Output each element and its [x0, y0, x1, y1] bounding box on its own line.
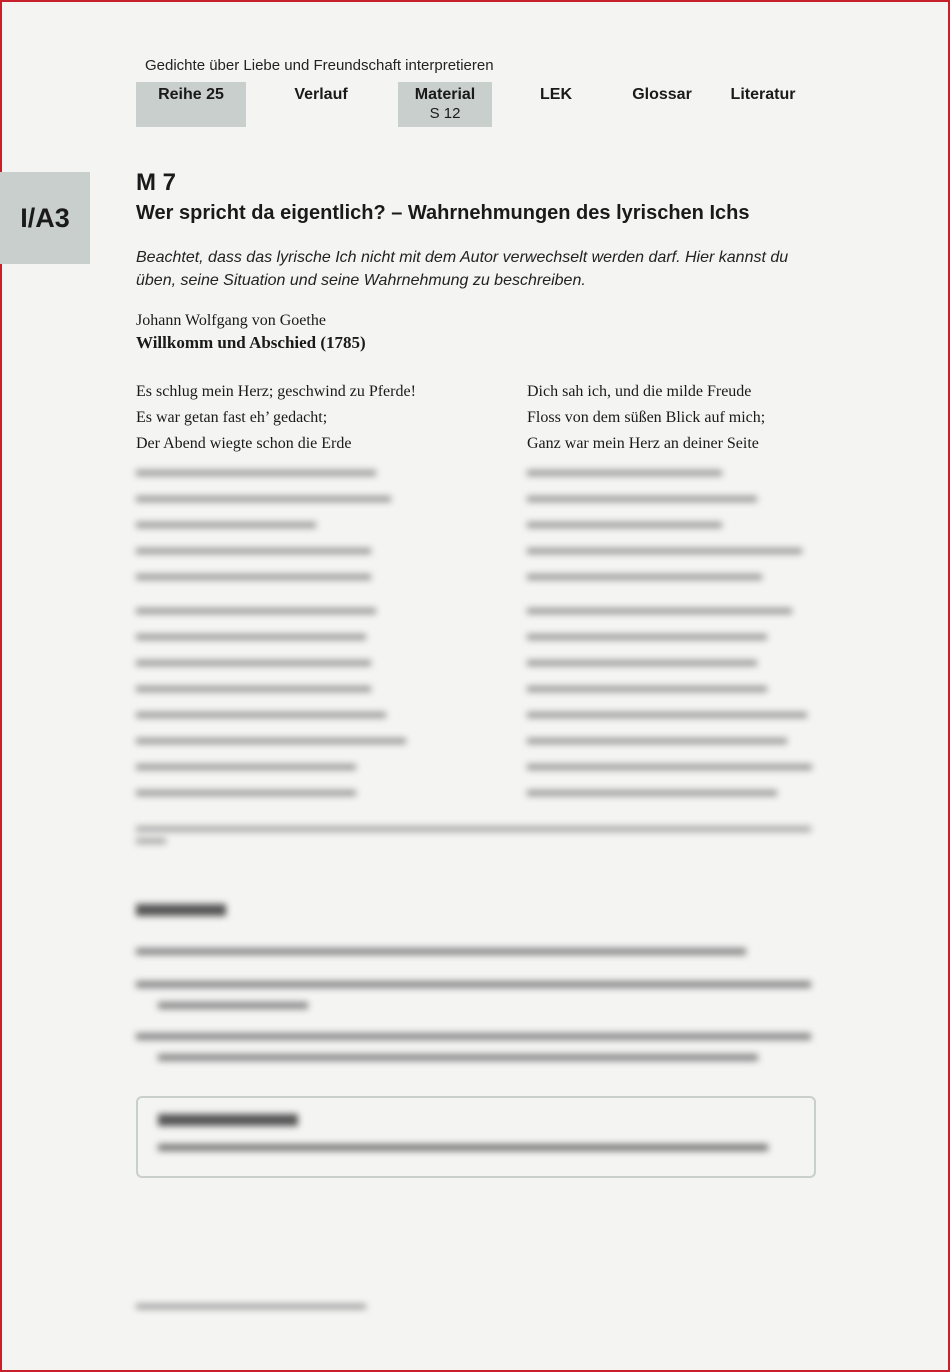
poem-line: Ganz war mein Herz an deiner Seite	[527, 435, 759, 452]
poem-line: Floss von dem süßen Blick auf mich;	[527, 409, 766, 426]
task-item-blurred	[136, 974, 816, 1009]
poem-line: Dich sah ich, und die milde Freude	[527, 383, 752, 400]
poem-blurred-lines	[527, 457, 812, 803]
footer-blurred	[136, 1300, 366, 1309]
nav-tab-label: Reihe 25	[158, 86, 224, 103]
tasks-heading-blurred	[136, 898, 226, 916]
extra-task-text-blurred	[158, 1144, 794, 1151]
nav-tab-material[interactable]	[398, 82, 492, 127]
series-title: Gedichte über Liebe und Freundschaft interpretieren	[145, 57, 494, 74]
poem-blurred-lines	[136, 457, 416, 803]
nav-tab-literatur[interactable]	[716, 82, 810, 127]
poem-author: Johann Wolfgang von Goethe	[136, 312, 326, 329]
poem-title: Willkomm und Abschied (1785)	[136, 333, 366, 352]
nav-tab-label: Glossar	[632, 86, 692, 103]
nav-tab-reihe[interactable]	[136, 82, 246, 127]
nav-tab-label: Verlauf	[294, 86, 348, 103]
poem-column-left	[136, 379, 416, 803]
nav-tab-lek[interactable]	[506, 82, 606, 127]
material-label: M 7	[136, 169, 177, 196]
nav-tab-glossar[interactable]	[614, 82, 710, 127]
extra-task-heading-blurred	[158, 1114, 794, 1126]
nav-tab-page-number: S 12	[429, 105, 461, 122]
poem-line: Es war getan fast eh’ gedacht;	[136, 409, 328, 426]
section-side-tab: I/A3	[0, 172, 90, 264]
poem-column-right	[527, 379, 812, 803]
nav-tab-label: Material	[414, 86, 476, 103]
material-title: Wer spricht da eigentlich? – Wahrnehmungen des lyrischen Ichs	[136, 202, 750, 224]
poem-line: Der Abend wiegte schon die Erde	[136, 435, 352, 452]
poem-line: Es schlug mein Herz; geschwind zu Pferde!	[136, 383, 416, 400]
nav-tab-verlauf[interactable]	[266, 82, 376, 127]
tasks-intro-blurred	[136, 942, 746, 955]
extra-task-box	[136, 1096, 816, 1178]
top-navigation	[136, 82, 816, 127]
source-note-blurred	[136, 822, 816, 844]
nav-tab-label: LEK	[540, 86, 572, 103]
task-item-blurred	[136, 1026, 816, 1061]
nav-tab-label: Literatur	[730, 86, 796, 103]
material-intro: Beachtet, dass das lyrische Ich nicht mit dem Autor verwechselt werden darf. Hier kannst du üben, seine Situation und seine Wahrnehmung zu beschreiben.	[136, 249, 789, 289]
